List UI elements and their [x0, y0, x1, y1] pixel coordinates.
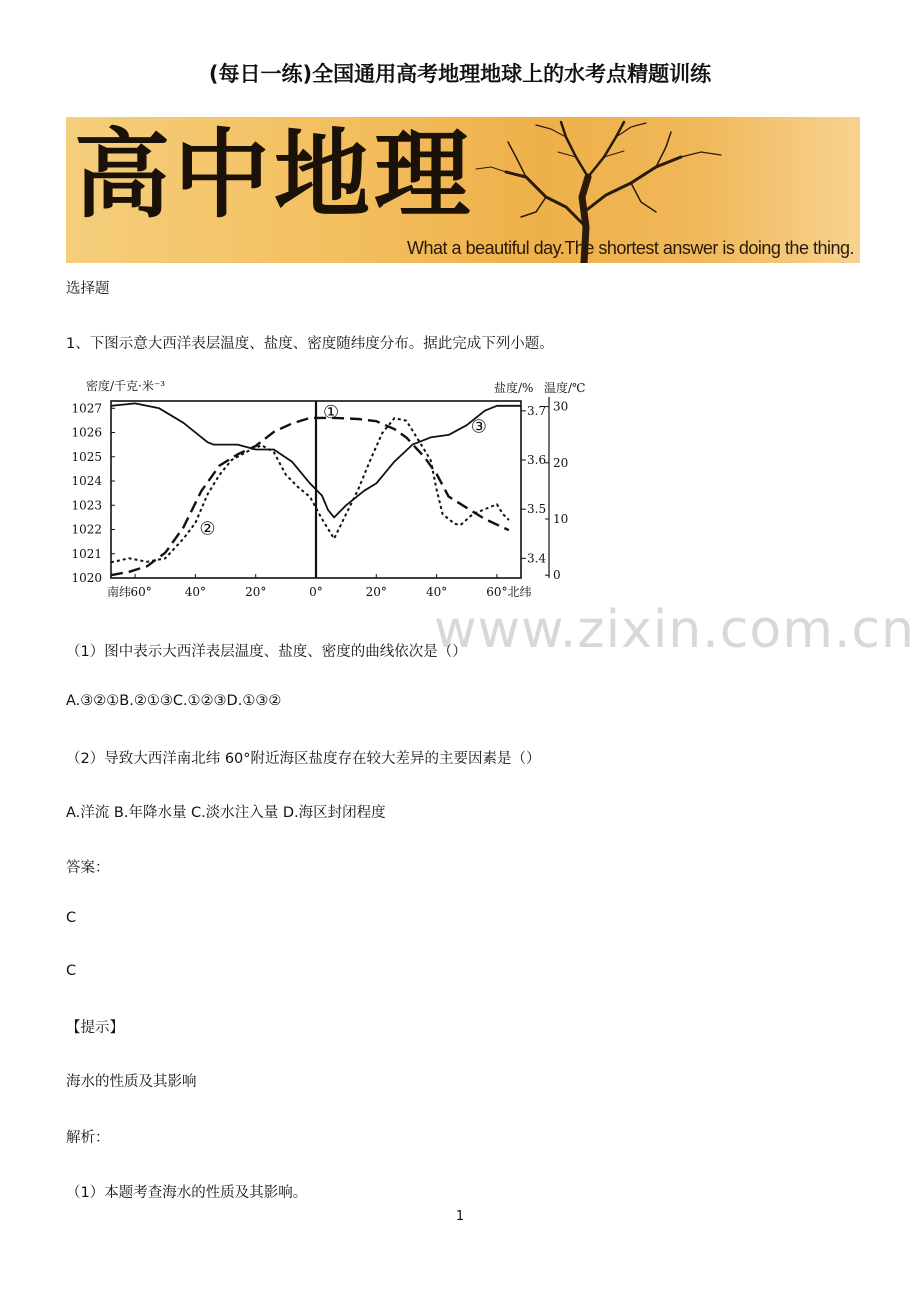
curve-label: ②	[199, 518, 216, 540]
analysis-label: 解析：	[66, 1130, 110, 1146]
left-axis-label: 密度/千克·米⁻³	[86, 379, 166, 393]
subquestion-1: （1）图中表示大西洋表层温度、盐度、密度的曲线依次是（）	[66, 644, 467, 660]
salinity-tick-label: 3.5	[527, 502, 547, 517]
x-tick-label: 60°北纬	[486, 585, 532, 599]
subquestion-1-options: A.③②①B.②①③C.①②③D.①③②	[66, 693, 282, 709]
answer-2: C	[66, 963, 77, 979]
salinity-tick-label: 3.7	[527, 403, 547, 418]
document-title: (每日一练)全国通用高考地理地球上的水考点精题训练	[208, 62, 712, 86]
x-tick-label: 40°	[425, 585, 448, 599]
answer-1: C	[66, 910, 77, 926]
series-line-salinity	[111, 418, 509, 562]
ocean-properties-chart	[66, 368, 606, 603]
right-axis-label-temperature: 温度/℃	[544, 381, 586, 395]
x-tick-label: 南纬	[106, 585, 132, 599]
x-tick-label: 0°	[309, 585, 323, 599]
subquestion-2: （2）导致大西洋南北纬 60°附近海区盐度存在较大差异的主要因素是（）	[66, 751, 541, 767]
density-tick-label: 1026	[71, 425, 102, 440]
question-stem: 1、下图示意大西洋表层温度、盐度、密度随纬度分布。据此完成下列小题。	[66, 336, 554, 352]
temperature-tick-label: 0	[553, 568, 561, 583]
curve-label: ①	[323, 401, 340, 423]
header-banner	[66, 117, 860, 263]
salinity-tick-label: 3.6	[527, 453, 547, 467]
curve-label: ③	[470, 416, 487, 438]
hint-label: 【提示】	[66, 1020, 124, 1036]
x-tick-label: 20°	[245, 585, 267, 599]
series-line-temperature	[111, 418, 509, 575]
hint-text: 海水的性质及其影响	[66, 1074, 197, 1090]
density-tick-label: 1027	[71, 401, 102, 416]
temperature-tick-label: 30	[553, 399, 569, 414]
x-tick-label: 40°	[184, 585, 207, 599]
answer-label: 答案：	[66, 860, 110, 876]
subquestion-2-options: A.洋流 B.年降水量 C.淡水注入量 D.海区封闭程度	[66, 805, 386, 821]
density-tick-label: 1020	[71, 571, 102, 585]
right-axis-label-salinity: 盐度/%	[494, 381, 534, 395]
density-tick-label: 1021	[71, 546, 102, 561]
density-tick-label: 1022	[71, 522, 102, 537]
temperature-tick-label: 10	[553, 512, 569, 526]
density-tick-label: 1023	[71, 498, 102, 513]
banner-tagline: What a beautiful day.The shortest answer is doing the thing.	[407, 238, 854, 258]
density-tick-label: 1024	[71, 474, 102, 489]
banner-logo: 高中地理	[74, 118, 474, 231]
analysis-line-1: （1）本题考查海水的性质及其影响。	[66, 1185, 308, 1201]
page-number: 1	[455, 1209, 465, 1224]
density-tick-label: 1025	[71, 449, 102, 464]
salinity-tick-label: 3.4	[527, 551, 547, 566]
temperature-tick-label: 20	[553, 455, 569, 470]
x-tick-label: 60°	[130, 585, 152, 599]
watermark: www.zixin.com.cn	[434, 600, 915, 660]
x-tick-label: 20°	[365, 585, 387, 599]
section-label: 选择题	[66, 281, 110, 297]
